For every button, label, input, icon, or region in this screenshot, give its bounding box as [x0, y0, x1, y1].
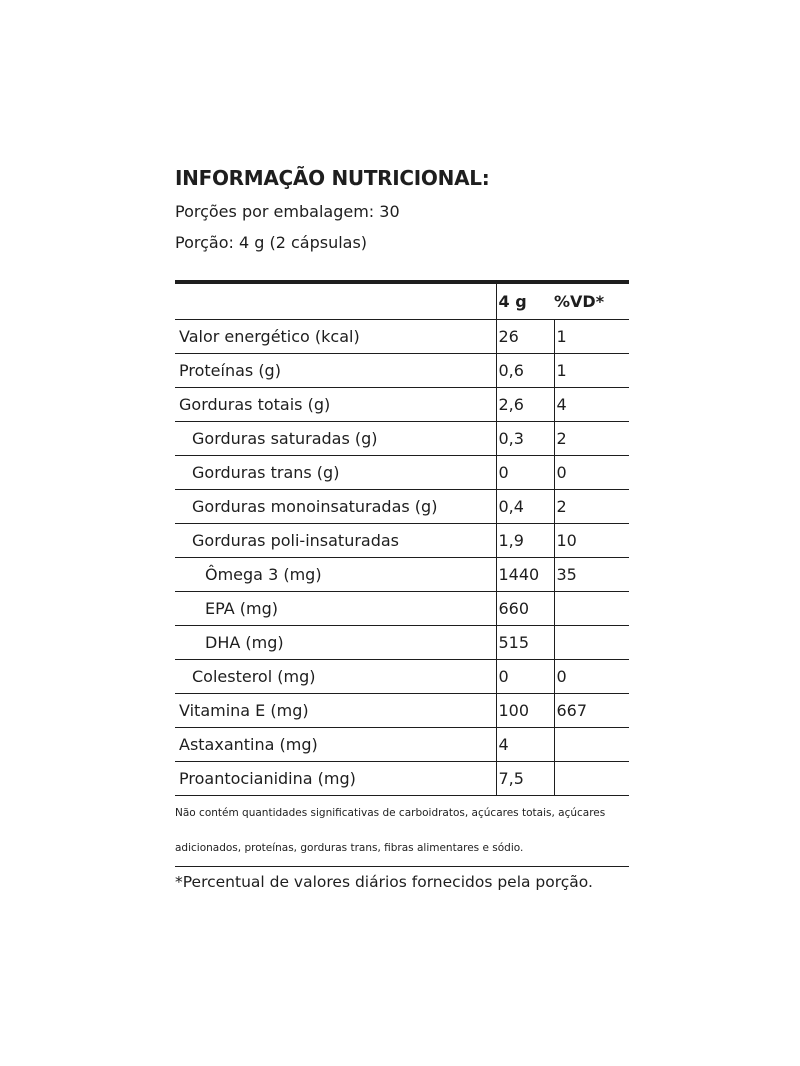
table-row: [175, 659, 629, 693]
header-amount: 4 g: [496, 284, 554, 319]
nutrient-amount: 515: [496, 625, 554, 659]
nutrient-daily-value: 4: [554, 387, 629, 421]
table-row: [175, 761, 629, 795]
nutrient-daily-value: 0: [554, 659, 629, 693]
table-row: [175, 489, 629, 523]
table-row: [175, 727, 629, 761]
nutrient-daily-value: 2: [554, 421, 629, 455]
footnote-line-2: adicionados, proteínas, gorduras trans, fibras alimentares e sódio.: [175, 841, 524, 854]
nutrient-amount: 660: [496, 591, 554, 625]
label-title: INFORMAÇÃO NUTRICIONAL:: [175, 166, 490, 190]
nutrient-name: Gorduras poli-insaturadas: [175, 523, 496, 557]
nutrient-daily-value: 0: [554, 455, 629, 489]
nutrient-name: Gorduras totais (g): [175, 387, 496, 421]
serving-size: Porção: 4 g (2 cápsulas): [175, 233, 368, 252]
nutrient-daily-value: 10: [554, 523, 629, 557]
nutrition-table-wrapper: [175, 280, 629, 897]
nutrient-name: Gorduras trans (g): [175, 455, 496, 489]
nutrient-amount: 0: [496, 455, 554, 489]
nutrient-daily-value: 35: [554, 557, 629, 591]
servings-per-package: Porções por embalagem: 30: [175, 202, 400, 221]
nutrient-daily-value: [554, 727, 629, 761]
nutrient-name: Gorduras saturadas (g): [175, 421, 496, 455]
nutrient-name: DHA (mg): [175, 625, 496, 659]
nutrient-daily-value: 2: [554, 489, 629, 523]
header-daily-value: %VD*: [554, 284, 629, 319]
table-body: [175, 319, 629, 795]
nutrient-name: Proteínas (g): [175, 353, 496, 387]
nutrient-name: Gorduras monoinsaturadas (g): [175, 489, 496, 523]
nutrient-name: EPA (mg): [175, 591, 496, 625]
nutrient-amount: 1440: [496, 557, 554, 591]
nutrient-name: Colesterol (mg): [175, 659, 496, 693]
table-row: [175, 353, 629, 387]
table-row: [175, 387, 629, 421]
nutrient-daily-value: [554, 591, 629, 625]
table-row: [175, 455, 629, 489]
daily-value-note: *Percentual de valores diários fornecidos pela porção.: [175, 873, 593, 891]
table-header-row: [175, 284, 629, 319]
footnote-line-1: Não contém quantidades significativas de carboidratos, açúcares totais, açúcares: [175, 806, 606, 819]
table-row: [175, 319, 629, 353]
nutrient-amount: 26: [496, 319, 554, 353]
nutrient-amount: 0: [496, 659, 554, 693]
nutrient-daily-value: 667: [554, 693, 629, 727]
nutrition-table: [175, 284, 629, 796]
table-row: [175, 557, 629, 591]
nutrient-daily-value: [554, 625, 629, 659]
nutrient-name: Proantocianidina (mg): [175, 761, 496, 795]
nutrient-name: Ômega 3 (mg): [175, 557, 496, 591]
nutrient-name: Vitamina E (mg): [175, 693, 496, 727]
table-row: [175, 421, 629, 455]
table-row: [175, 625, 629, 659]
nutrition-label: [175, 160, 629, 891]
table-row: [175, 693, 629, 727]
nutrient-amount: 7,5: [496, 761, 554, 795]
header-nutrient: [175, 284, 496, 319]
nutrient-daily-value: 1: [554, 319, 629, 353]
nutrient-daily-value: [554, 761, 629, 795]
nutrient-daily-value: 1: [554, 353, 629, 387]
table-row: [175, 523, 629, 557]
nutrient-amount: 0,6: [496, 353, 554, 387]
nutrient-name: Astaxantina (mg): [175, 727, 496, 761]
nutrient-amount: 4: [496, 727, 554, 761]
table-row: [175, 591, 629, 625]
nutrient-amount: 100: [496, 693, 554, 727]
nutrient-amount: 0,3: [496, 421, 554, 455]
nutrient-amount: 0,4: [496, 489, 554, 523]
nutrient-amount: 1,9: [496, 523, 554, 557]
nutrient-name: Valor energético (kcal): [175, 319, 496, 353]
nutrient-amount: 2,6: [496, 387, 554, 421]
